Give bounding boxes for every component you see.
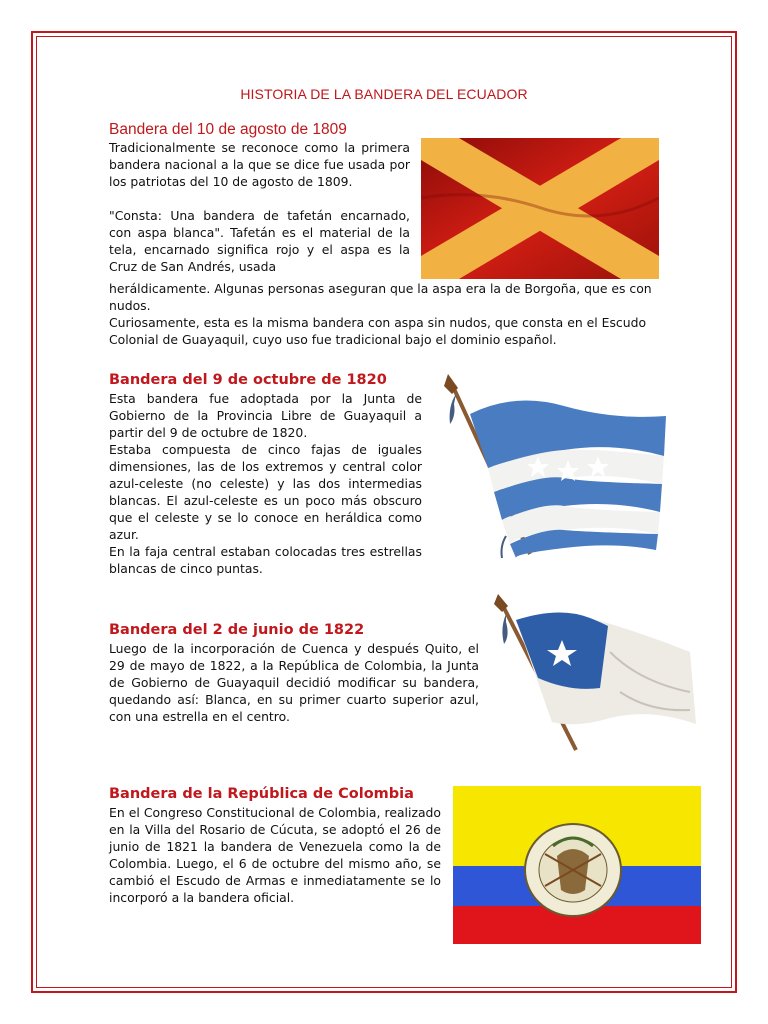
paragraph: Esta bandera fue adoptada por la Junta de Gobierno de la Provincia Libre de Guayaquil a partir del 9 de octubre de 1820. (109, 391, 422, 440)
section-heading-1820: Bandera del 9 de octubre de 1820 (109, 372, 387, 388)
paragraph: Estaba compuesta de cinco fajas de iguales dimensiones, las de los extremos y central color azul-celeste (no celeste) y las dos intermedias blancas. El azul-celeste es un poco más obscuro que el celeste y se lo conoce en heráldica como azur. (109, 442, 422, 542)
paragraph-continuation: heráldicamente. Algunas personas aseguran que la aspa era la de Borgoña, que es con nudos. (109, 281, 652, 313)
section-heading-colombia: Bandera de la República de Colombia (109, 786, 414, 802)
flag-colombia-image (453, 786, 701, 944)
paragraph: En la faja central estaban colocadas tres estrellas blancas de cinco puntas. (109, 544, 422, 576)
section-1820-text (109, 390, 422, 577)
section-colombia-text (109, 804, 441, 906)
section-1809-text-a (109, 139, 410, 190)
paragraph: Tradicionalmente se reconoce como la primera bandera nacional a la que se dice fue usada por los patriotas del 10 de agosto de 1809. (109, 140, 410, 189)
section-heading-1822: Bandera del 2 de junio de 1822 (109, 622, 365, 638)
section-1809-text-c (109, 280, 659, 348)
flag-1820-image (434, 372, 670, 562)
paragraph: En el Congreso Constitucional de Colombia, realizado en la Villa del Rosario de Cúcuta, se adoptó el 26 de junio de 1821 la bandera de Venezuela como la de Colombia. Luego, el 6 de octubre del mismo año, se cambió el Escudo de Armas e inmediatamente se lo incorporó a la bandera oficial. (109, 805, 441, 905)
paragraph: Luego de la incorporación de Cuenca y después Quito, el 29 de mayo de 1822, a la República de Colombia, la Junta de Gobierno de Guayaquil decidió modificar su bandera, quedando así: Blanca, en su primer cuarto superior azul, con una estrella en el centro. (109, 641, 479, 724)
document-title: HISTORIA DE LA BANDERA DEL ECUADOR (240, 86, 528, 102)
section-1809-text-b (109, 207, 410, 275)
flag-1822-image (490, 592, 700, 754)
section-heading-1809: Bandera del 10 de agosto de 1809 (109, 121, 347, 138)
section-1822-text (109, 640, 479, 725)
paragraph: "Consta: Una bandera de tafetán encarnado, con aspa blanca". Tafetán es el material de la tela, encarnado significa rojo y el aspa es la Cruz de San Andrés, usada (109, 208, 410, 274)
paragraph: Curiosamente, esta es la misma bandera con aspa sin nudos, que consta en el Escudo Colonial de Guayaquil, cuyo uso fue tradicional bajo el dominio español. (109, 315, 647, 347)
flag-1809-image (421, 138, 659, 279)
